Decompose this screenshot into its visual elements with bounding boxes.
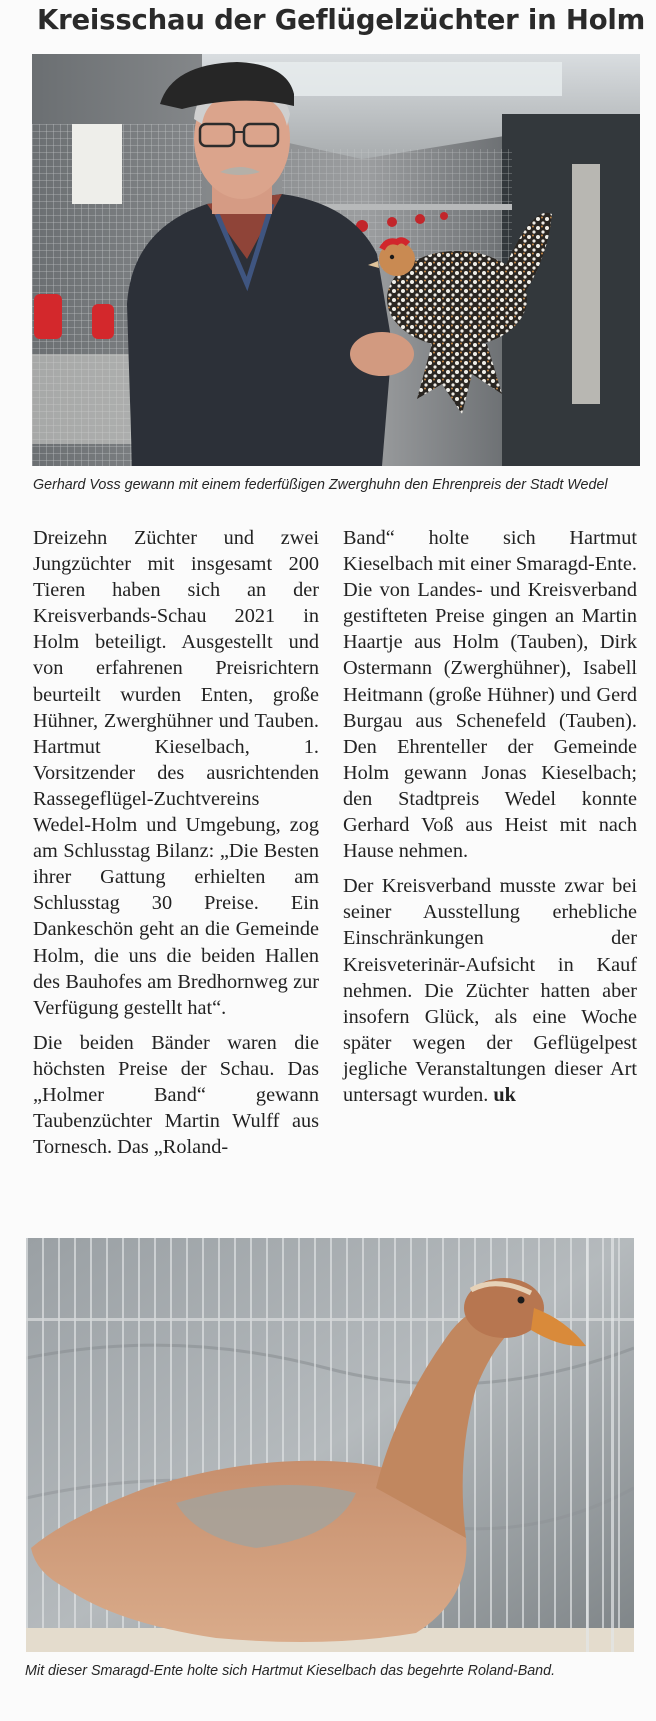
article-paragraph: Band“ holte sich Hartmut Kieselbach mit einer Smaragd-Ente. Die von Landes- und Kreisverband gestifteten Preise gingen an Martin Haartje aus Holm (Tauben), Dirk Ostermann (Zwerghühner), Isabell Heitmann (große Hühner) und Gerd Burgau aus Schenefeld (Tauben). Den Ehrenteller der Gemeinde Holm gewann Jonas Kieselbach; den Stadtpreis Wedel konnte Gerhard Voß aus Heist mit nach Hause nehmen. <box>343 527 637 863</box>
article-column-right <box>343 525 637 1117</box>
photo-breeder-with-bantam <box>32 54 640 466</box>
author-signature: uk <box>493 1083 516 1106</box>
photo-smaragd-duck <box>26 1238 634 1652</box>
article-paragraph: Dreizehn Züchter und zwei Jungzüchter mit insgesamt 200 Tieren haben sich an der Kreisverbands-Schau 2021 in Holm beteiligt. Ausgestellt und von erfahrenen Preisrichtern beurteilt wurden Enten, große Hühner, Zwerghühner und Tauben. Hartmut Kieselbach, 1. Vorsitzender des ausrichtenden Rassegeflügel-Zuchtvereins Wedel-Holm und Umgebung, zog am Schlusstag Bilanz: „Die Besten ihrer Gattung erhielten am Schlusstag 30 Preise. Ein Dankeschön geht an die Gemeinde Holm, die uns die beiden Hallen des Bauhofes am Bredhornweg zur Verfügung gestellt hat“. <box>33 527 319 1019</box>
article-paragraph <box>343 873 637 1108</box>
article-column-left <box>33 525 319 1169</box>
photo-caption-bottom: Mit dieser Smaragd-Ente holte sich Hartmut Kieselbach das begehrte Roland-Band. <box>25 1663 556 1679</box>
photo-caption-top: Gerhard Voss gewann mit einem federfüßigen Zwerghuhn den Ehrenpreis der Stadt Wedel <box>33 477 608 493</box>
article-headline: Kreisschau der Geflügelzüchter in Holm <box>37 4 646 36</box>
article-paragraph-text: Der Kreisverband musste zwar bei seiner Ausstellung erhebliche Einschränkungen der Kreisveterinär-Aufsicht in Kauf nehmen. Die Züchter hatten aber insofern Glück, als eine Woche später wegen der Geflügelpest jegliche Veranstaltungen dieser Art untersagt wurden. <box>343 875 637 1106</box>
article-paragraph: Die beiden Bänder waren die höchsten Preise der Schau. Das „Holmer Band“ gewann Taubenzüchter Martin Wulff aus Tornesch. Das „Roland- <box>33 1031 319 1159</box>
